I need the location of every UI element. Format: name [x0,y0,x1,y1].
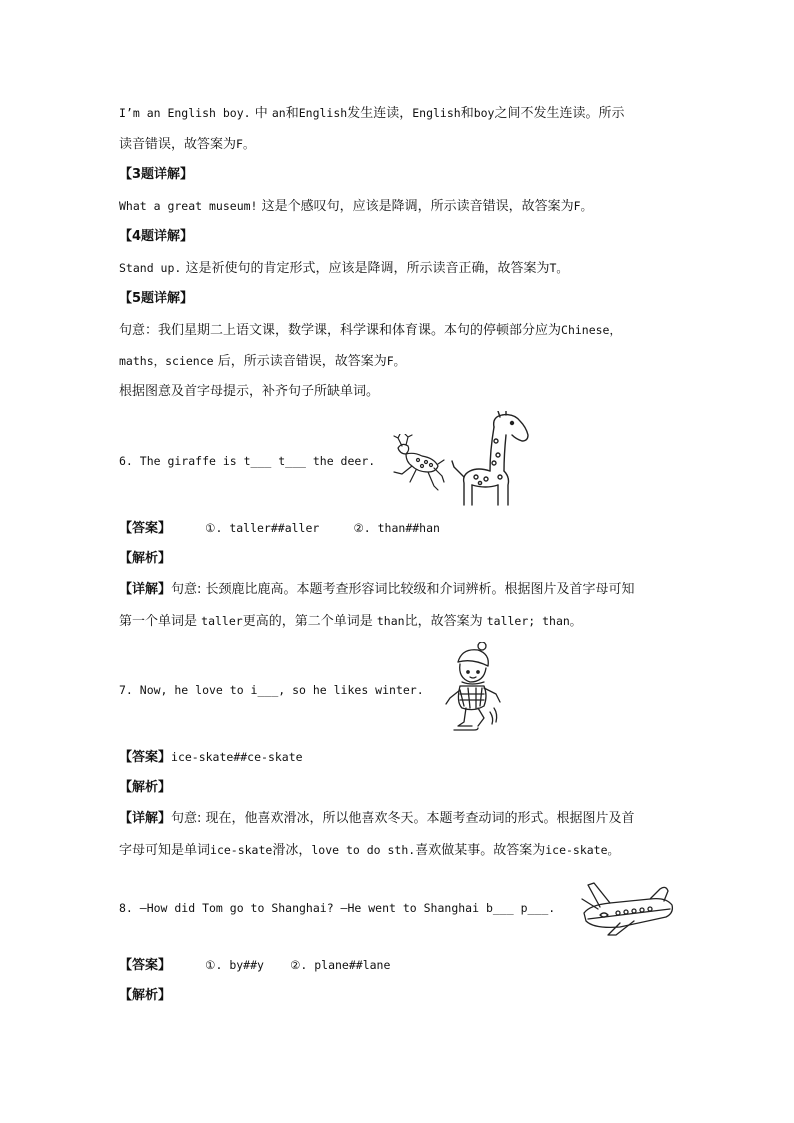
detail-line-2 [119,840,676,861]
section-heading-3: 【3题详解】 [119,167,194,182]
detail-label: 【详解】 [119,811,172,826]
text-segment: Stand up. [119,261,182,275]
text-segment: 句意：我们星期二上语文课，数学课，科学课和体育课。本句的停顿部分应为 [119,323,562,338]
question-8: 8. —How did Tom go to Shanghai? —He went to Shanghai b___ p___. [119,901,556,915]
explanation-line-3 [119,196,676,217]
answer-label: 【答案】 [119,958,172,973]
answer-label: 【答案】 [119,521,172,536]
text-segment: 后，所示读音错误，故答案为 [217,354,387,369]
explanation-line-2 [119,134,676,155]
section-heading-4: 【4题详解】 [119,229,194,244]
text-segment: maths，science [119,354,214,368]
text-segment: 喜欢做某事。故答案为 [415,843,546,858]
text-segment: 更高的，第二个单词是 [242,614,373,629]
question-7: 7. Now, he love to i___, so he likes winter. [119,683,424,697]
explanation-line-5 [119,320,676,341]
text-segment: English [412,106,461,120]
explanation-line-1 [119,103,676,124]
instruction-text: 根据图意及首字母提示，补齐句子所缺单词。 [119,384,380,399]
text-segment: taller [201,614,243,628]
answer-line-8 [119,955,676,976]
answer-value: ②. than##han [353,521,440,535]
text-segment: boy [473,106,495,120]
text-segment: I’m an English boy. [119,106,251,120]
answer-value: ice-skate##ce-skate [171,750,303,764]
section-heading-5: 【5题详解】 [119,291,194,306]
text-segment: an [271,106,286,120]
text-segment: taller; than。 [486,614,582,628]
text-segment: love to do sth. [311,843,416,857]
text-segment: Chinese， [561,323,621,337]
explanation-line-6 [119,351,676,372]
airplane-drawing [580,879,676,937]
answer-line-6 [119,518,676,539]
answer-value: ①. taller##aller [205,521,320,535]
text-segment: ice-skate。 [545,843,620,857]
detail-line-1 [119,580,676,600]
text-segment: F。 [236,137,255,151]
text-segment: 中 [254,106,268,121]
explanation-line-4 [119,258,676,279]
text-segment: 这是祈使句的肯定形式，应该是降调，所示读音正确，故答案为 [185,261,550,276]
detail-line-2 [119,611,676,632]
ice-skating-boy-drawing [438,642,504,738]
text-segment: 句意: 现在，他喜欢滑冰，所以他喜欢冬天。本题考查动词的形式。根据图片及首 [171,811,635,826]
analysis-heading: 【解析】 [119,988,172,1003]
text-segment: 和 [285,106,299,121]
text-segment: English [298,106,348,120]
detail-line-1 [119,809,676,829]
detail-label: 【详解】 [119,582,172,597]
answer-value: ②. plane##lane [290,958,391,972]
text-segment: than [376,614,405,628]
text-segment: 这是个感叹句，应该是降调，所示读音错误，故答案为 [261,199,574,214]
answer-value: ①. by##y [205,958,264,972]
text-segment: 滑冰， [272,843,312,858]
text-segment: 句意: 长颈鹿比鹿高。本题考查形容词比较级和介词辨析。根据图片及首字母可知 [171,582,635,597]
giraffe-drawing [450,411,534,507]
text-segment: ice-skate [210,843,273,857]
text-segment: F。 [573,199,593,213]
question-6: 6. The giraffe is t___ t___ the deer. [119,454,376,468]
answer-label: 【答案】 [119,750,172,765]
text-segment: 比，故答案为 [404,614,483,629]
answer-line-7 [119,747,676,768]
text-segment: 发生连读， [347,106,413,121]
analysis-heading: 【解析】 [119,780,172,795]
analysis-heading: 【解析】 [119,551,172,566]
deer-drawing [384,434,446,492]
text-segment: 之间不发生连读。所示 [494,106,625,121]
text-segment: F。 [386,354,406,368]
text-segment: What a great museum! [119,199,258,213]
text-segment: 和 [460,106,474,121]
text-segment: 字母可知是单词 [119,843,211,858]
text-segment: T。 [549,261,568,275]
text-segment: 读音错误，故答案为 [119,137,237,152]
text-segment: 第一个单词是 [119,614,198,629]
